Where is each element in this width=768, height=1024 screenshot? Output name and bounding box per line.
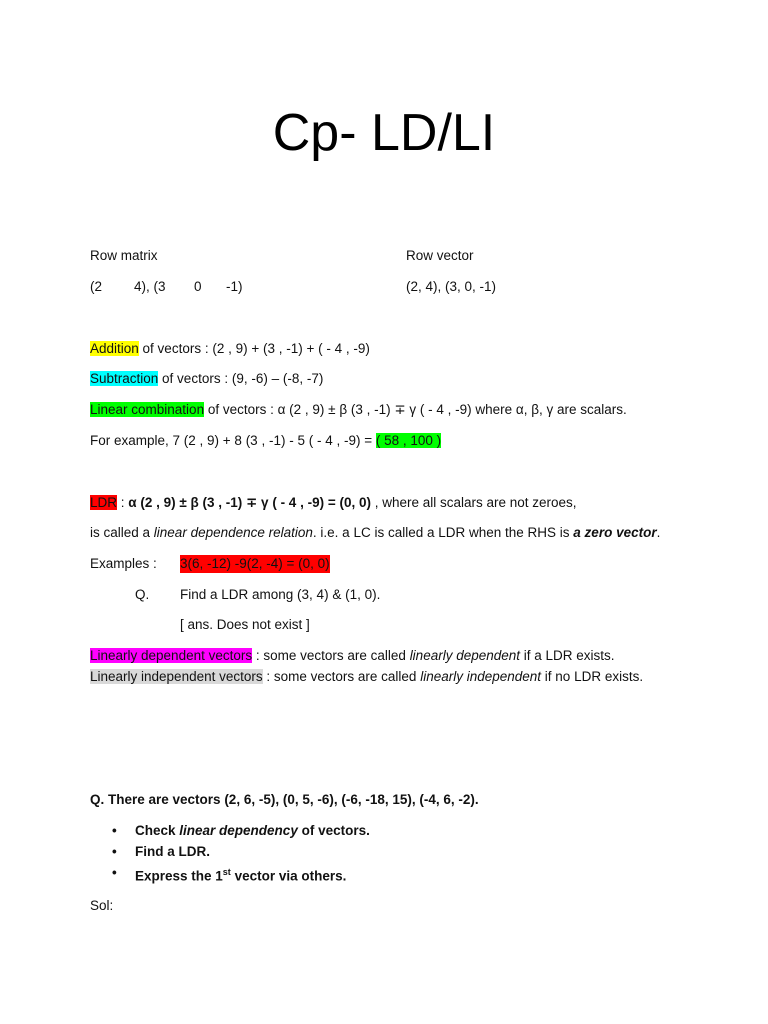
list-item [90, 841, 370, 862]
addition-term: Addition [90, 341, 139, 356]
list-item [90, 820, 370, 841]
linear-combination-line [90, 401, 627, 419]
task-text: vector via others. [230, 868, 347, 884]
example-text: For example, 7 (2 , 9) + 8 (3 , -1) - 5 ( - 4 , -9) = [90, 433, 376, 448]
row-matrix-part-1: (2 [90, 279, 103, 294]
task-list [90, 820, 370, 883]
linearly-dependent-line [90, 647, 615, 665]
task-italic: linear dependency [179, 823, 298, 838]
subtraction-line [90, 370, 323, 388]
dependent-italic: linearly dependent [409, 648, 521, 663]
task-text: Check [135, 823, 180, 838]
ldr-def-text-1: is called a [90, 525, 154, 540]
question-text: Find a LDR among (3, 4) & (1, 0). [180, 587, 381, 602]
dependent-text-2: if a LDR exists. [520, 648, 615, 663]
ldr-def-text-2: . i.e. a LC is called a LDR when the RHS is [312, 525, 574, 540]
ldr-equation: α (2 , 9) ± β (3 , -1) ∓ γ ( - 4 , -9) = (0, 0) [128, 495, 371, 510]
row-vector-value: (2, 4), (3, 0, -1) [406, 279, 497, 294]
task-superscript: st [222, 867, 231, 877]
question-heading: Q. There are vectors (2, 6, -5), (0, 5, -6), (-6, -18, 15), (-4, 6, -2). [90, 792, 479, 807]
task-text: Express the 1 [135, 868, 223, 884]
task-text: Find a LDR. [135, 844, 210, 859]
bullet-icon: • [112, 823, 117, 838]
addition-text: of vectors : (2 , 9) + (3 , -1) + ( - 4 , -9) [138, 341, 370, 356]
row-matrix-part-2: 4), (3 [134, 279, 166, 294]
task-text: of vectors. [297, 823, 370, 838]
subtraction-term: Subtraction [90, 371, 159, 386]
row-matrix-part-3: 0 [194, 279, 202, 294]
example-result: ( 58 , 100 ) [375, 433, 442, 448]
row-matrix-part-4: -1) [226, 279, 243, 294]
ldr-definition-line [90, 524, 660, 542]
dependent-term: Linearly dependent vectors [90, 648, 253, 663]
examples-label: Examples : [90, 556, 157, 571]
subtraction-text: of vectors : (9, -6) – (-8, -7) [158, 371, 324, 386]
page-title: Cp- LD/LI [272, 104, 496, 162]
bullet-icon: • [112, 865, 117, 880]
ldr-line [90, 494, 577, 512]
examples-highlight: 3(6, -12) -9(2, -4) = (0, 0) [180, 556, 330, 571]
list-item [90, 862, 370, 883]
ldr-suffix: , where all scalars are not zeroes, [370, 495, 577, 510]
question-label: Q. [135, 587, 150, 602]
ldr-def-term: linear dependence relation [153, 525, 313, 540]
sol-label: Sol: [90, 898, 114, 913]
linearly-independent-line [90, 668, 643, 686]
row-vector-label: Row vector [406, 248, 474, 263]
ldr-term: LDR [90, 495, 118, 510]
bullet-icon: • [112, 844, 117, 859]
independent-italic: linearly independent [420, 669, 542, 684]
example-line [90, 432, 441, 450]
independent-text-2: if no LDR exists. [541, 669, 644, 684]
addition-line [90, 340, 370, 358]
independent-term: Linearly independent vectors [90, 669, 263, 684]
dependent-text-1: : some vectors are called [252, 648, 410, 663]
ldr-colon: : [117, 495, 129, 510]
linear-combination-term: Linear combination [90, 402, 205, 417]
ldr-def-zero-vector: a zero vector [573, 525, 657, 540]
answer-text: [ ans. Does not exist ] [180, 617, 310, 632]
ldr-def-text-3: . [656, 525, 661, 540]
row-matrix-label: Row matrix [90, 248, 158, 263]
linear-combination-text: of vectors : α (2 , 9) ± β (3 , -1) ∓ γ ( - 4 , -9) where α, β, γ are scalars. [204, 402, 627, 417]
independent-text-1: : some vectors are called [262, 669, 421, 684]
